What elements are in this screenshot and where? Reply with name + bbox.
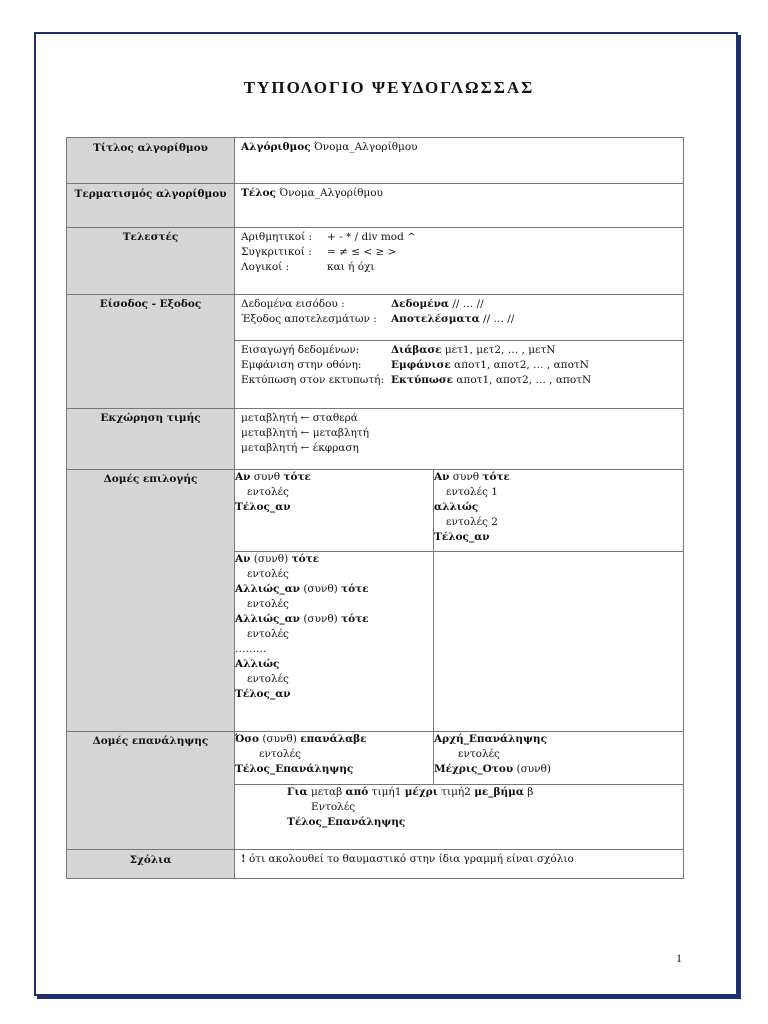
table-row [67,295,684,409]
row-label: Είσοδος - Εξοδος [67,295,235,409]
operator-group: Αριθμητικοί : [241,231,313,243]
list-item [241,245,677,260]
if-else [434,470,684,551]
code-text: Όνομα_Αλγορίθμου [279,187,383,199]
keyword: Τέλος_αν [235,687,291,700]
keyword: Τέλος [241,187,276,199]
keyword: τότε [283,471,311,483]
code-text: (συνθ) [303,582,338,595]
keyword: Τέλος_αν [434,531,490,543]
code-text: (συνθ) [262,733,297,745]
list-item: μεταβλητή ← σταθερά [241,412,358,424]
keyword: Αποτελέσματα [391,313,480,325]
row-label: Εκχώρηση τιμής [67,409,235,470]
row-label: Τίτλος αλγορίθμου [67,138,235,184]
row-content [235,228,684,295]
item-desc: Εισαγωγή δεδομένων: [241,344,360,356]
keyword: τότε [341,582,369,595]
simple-if [235,470,434,551]
keyword: Αν [235,471,251,483]
repeat-loop [434,732,684,784]
keyword: Αλλιώς_αν [235,582,300,595]
keyword: Αλλιώς [235,657,280,670]
keyword: Διάβασε [391,344,442,356]
code-text: εντολές [259,748,301,760]
keyword: Για [287,785,308,798]
keyword: Όσο [235,733,260,745]
item-desc: Εκτύπωση στον εκτυπωτή: [241,374,384,386]
keyword: Τέλος_Επανάληψης [235,763,354,775]
selection-grid [235,470,683,731]
code-text: εντολές 1 [446,486,498,498]
keyword: Εμφάνισε [391,359,451,371]
list-item [241,260,677,275]
keyword: Αν [434,471,450,483]
row-label: Σχόλια [67,850,235,879]
keyword: ! [241,853,246,865]
row-content [235,138,684,184]
code-text: εντολές [247,567,289,580]
list-item [241,358,677,373]
row-content [235,732,684,850]
item-desc: Έξοδος αποτελεσμάτων : [241,313,377,325]
item-desc: Εμφάνιση στην οθόνη: [241,359,362,371]
keyword: Αλγόριθμος [241,141,311,153]
table-row [67,409,684,470]
multi-if [235,551,434,731]
keyword: επανάλαβε [300,733,367,745]
operator-values: + - * / div mod ^ [327,231,416,243]
table-row [67,184,684,228]
code-text: εντολές [247,597,289,610]
list-item [241,230,677,245]
code-text: τιμή1 [371,785,402,798]
keyword: τότε [482,471,510,483]
list-item [241,297,677,312]
row-label: Τελεστές [67,228,235,295]
code-text: (συνθ) [253,552,289,565]
code-text: συνθ [253,471,281,483]
item-desc: Δεδομένα εισόδου : [241,298,345,310]
code-text: τιμή2 [441,785,471,798]
keyword: τότε [341,612,369,625]
table-row [67,228,684,295]
code-text: β [527,785,534,798]
code-text: (συνθ) [303,612,338,625]
table-row [67,470,684,732]
code-text: εντολές [247,486,289,498]
operator-values: και ή όχι [327,261,375,273]
keyword: από [345,785,369,798]
row-label: Δομές επανάληψης [67,732,235,850]
code-text: ……… [235,642,267,655]
list-item [241,343,677,358]
empty-cell [434,551,684,731]
code-text: (συνθ) [516,763,551,775]
page-number: 1 [676,951,682,965]
code-text: συνθ [452,471,480,483]
list-item [241,312,677,327]
list-item [241,373,677,388]
row-content [235,850,684,879]
keyword: Μέχρις_Οτου [434,763,514,775]
operator-values: = ≠ ≤ < ≥ > [327,246,397,258]
row-content [235,409,684,470]
page-title: ΤΥΠΟΛΟΓΙΟ ΨΕΥΔΟΓΛΩΣΣΑΣ [243,78,535,97]
pseudocode-reference-table [66,137,684,879]
code-text: // … // [483,313,515,325]
list-item: μεταβλητή ← μεταβλητή [241,427,370,439]
while-loop [235,732,434,784]
list-item: μεταβλητή ← έκφραση [241,442,359,454]
row-content [235,184,684,228]
keyword: αλλιώς [434,501,479,513]
code-text: Εντολές [311,800,356,813]
keyword: Τέλος_Επανάληψης [287,815,406,828]
code-text: εντολές 2 [446,516,498,528]
io-commands [235,341,683,390]
io-declarations [235,295,683,341]
table-row [67,732,684,850]
code-text: αποτ1, αποτ2, … , αποτΝ [456,374,592,386]
code-text: αποτ1, αποτ2, … , αποτΝ [454,359,589,371]
code-text: μεταβ [310,785,343,798]
row-content [235,470,684,732]
for-loop [235,784,683,849]
row-content [235,295,684,409]
code-text: εντολές [247,627,289,640]
operator-group: Συγκριτικοί : [241,246,312,258]
keyword: Αν [235,552,251,565]
code-text: Όνομα_Αλγορίθμου [313,141,418,153]
code-text: εντολές [247,672,289,685]
keyword: τότε [291,552,320,565]
keyword: μέχρι [404,785,438,798]
keyword: Εκτύπωσε [391,374,454,386]
keyword: Δεδομένα [391,298,449,310]
code-text: ότι ακολουθεί το θαυμαστικό στην ίδια γραμμή είναι σχόλιο [248,853,574,865]
code-text: μετ1, μετ2, … , μετΝ [444,344,556,356]
code-text: εντολές [458,748,500,760]
keyword: Αλλιώς_αν [235,612,300,625]
loops-grid [235,732,683,849]
row-label: Τερματισμός αλγορίθμου [67,184,235,228]
table-row [67,850,684,879]
keyword: Αρχή_Επανάληψης [434,733,547,745]
keyword: Τέλος_αν [235,501,291,513]
row-label: Δομές επιλογής [67,470,235,732]
code-text: // … // [452,298,484,310]
keyword: με_βήμα [474,785,524,798]
table-row [67,138,684,184]
operator-group: Λογικοί : [241,261,290,273]
